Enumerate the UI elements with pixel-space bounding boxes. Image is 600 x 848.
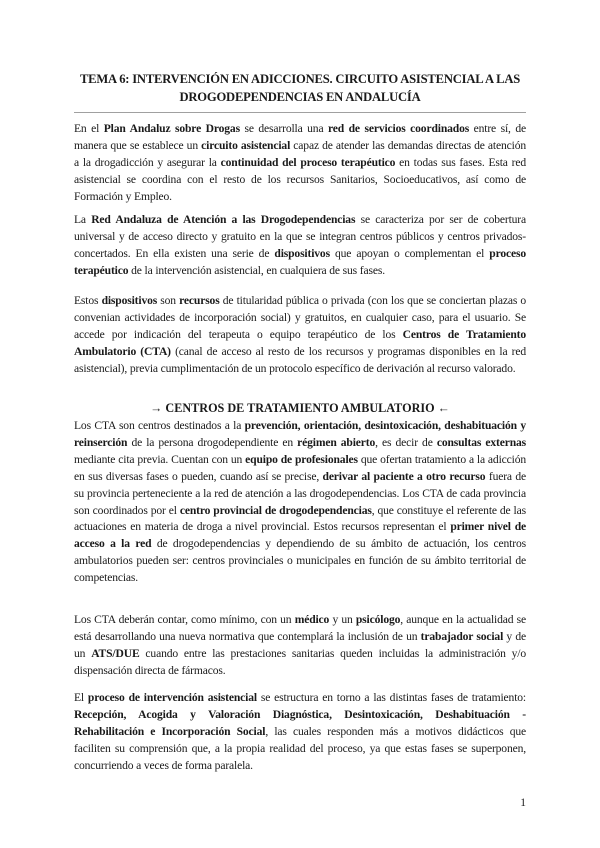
text-run: , aunque en la actualidad se está desarrollando una nueva normativa que contemplará la inclusión de un	[74, 613, 527, 643]
text-run: que apoyan o complementan el	[329, 246, 490, 260]
bold-text-run: equipo de profesionales	[245, 452, 358, 466]
text-run: de la persona drogodependiente en	[127, 435, 298, 449]
bold-text-run: consultas externas	[436, 435, 527, 449]
bold-text-run: Recepción, Acogida y Valoración Diagnóstica, Desintoxicación, Deshabituación - Rehabilitación e Incorporación Social	[74, 707, 526, 738]
text-run: son	[157, 294, 180, 307]
text-run: de drogodependencias y dependiendo de su ámbito de actuación, los centros ambulatorios pueden ser: centros provinciales o municipales en función de su ámbito territorial de competencias.	[74, 537, 526, 585]
bold-text-run: derivar al paciente a otro recurso	[322, 469, 486, 483]
title-line-2: DROGODEPENDENCIAS EN ANDALUCÍA	[179, 90, 421, 104]
bold-text-run: régimen abierto	[297, 435, 376, 449]
text-run: , las cuales responden más a motivos didácticos que faciliten su comprensión que, a la propia realidad del proceso, ya que estas fases se superponen, concurriendo a veces de forma paralela.	[74, 724, 526, 772]
title-line-1: TEMA 6: INTERVENCIÓN EN ADICCIONES. CIRCUITO ASISTENCIAL A LAS	[79, 72, 521, 86]
text-run: La	[74, 213, 92, 226]
text-run: de titularidad pública o privada (con los que se conciertan plazas o convenian actividades de incorporación social) y gratuitos, en cualquier caso, para el usuario. Se accede por indicación del terapeuta o equipo terapéutico de los	[74, 294, 527, 341]
bold-text-run: trabajador social	[420, 629, 504, 643]
paragraph-dispositivos	[74, 293, 526, 378]
section-heading-cta: → CENTROS DE TRATAMIENTO AMBULATORIO ←	[150, 401, 450, 415]
bold-text-run: centro provincial de drogodependencias	[179, 503, 372, 517]
bold-text-run: ATS/DUE	[91, 646, 140, 660]
bold-text-run: red de servicios coordinados	[328, 122, 470, 135]
text-run: se estructura en torno a las distintas fases de tratamiento:	[256, 691, 526, 704]
text-run: fuera de su provincia perteneciente a la red de atención a las drogodependencias. Los CTA de cada provincia son coordinados por el	[74, 469, 527, 517]
bold-text-run: Red Andaluza de Atención a las Drogodependencias	[91, 213, 356, 226]
text-run: de la intervención asistencial, en cualquiera de sus fases.	[128, 263, 385, 277]
text-run: se desarrolla una	[239, 122, 328, 135]
text-run: Los CTA deberán contar, como mínimo, con un	[74, 613, 295, 626]
text-run: , que constituye el referente de las actuaciones en materia de droga a nivel provincial. Estos recursos representan el	[74, 503, 526, 534]
text-run: y de un	[74, 629, 526, 660]
paragraph-cta-personal	[74, 612, 526, 680]
text-run: mediante cita previa. Cuentan con un	[74, 452, 246, 466]
text-run: capaz de atender las demandas directas de atención a la drogadicción y asegurar la	[74, 138, 526, 169]
bold-text-run: proceso de intervención asistencial	[87, 691, 257, 704]
text-run: se caracteriza por ser de cobertura universal y de acceso directo y gratuito en la que se integran centros públicos y centros privados-concertados. En ella existen una serie de	[74, 213, 526, 260]
document-title	[74, 70, 526, 106]
paragraph-cta-definicion	[74, 418, 526, 587]
page-number: 1	[520, 797, 526, 809]
text-run: , es decir de	[375, 435, 437, 449]
paragraph-red-andaluza	[74, 212, 526, 280]
bold-text-run: Plan Andaluz sobre Drogas	[103, 122, 240, 135]
paragraph-plan-andaluz	[74, 121, 526, 206]
title-divider	[74, 112, 526, 113]
bold-text-run: médico	[294, 613, 330, 626]
bold-text-run: continuidad del proceso terapéutico	[220, 155, 396, 169]
text-run: En el	[74, 122, 104, 135]
bold-text-run: primer nivel de acceso a la red	[74, 520, 526, 551]
bold-text-run: psicólogo	[355, 613, 401, 626]
bold-text-run: prevención, orientación, desintoxicación, deshabituación y reinserción	[74, 419, 526, 449]
text-run: Los CTA son centros destinados a la	[74, 419, 245, 432]
paragraph-proceso-intervencion	[74, 690, 526, 775]
text-run: en todas sus fases. Esta red asistencial se coordina con el resto de los recursos Sanitarios, Socioeducativos, así como de Formación y Empleo.	[74, 155, 526, 203]
text-run: entre sí, de manera que se establece un	[74, 122, 526, 152]
text-run: (canal de acceso al resto de los recursos y programas disponibles en la red asistencial), previa cumplimentación de un protocolo específico de derivación al recurso valorado.	[74, 344, 526, 375]
text-run: El	[74, 691, 88, 704]
text-run: que ofertan tratamiento a la adicción en sus diversas fases o pueden, cuando así se precise,	[74, 452, 526, 483]
text-run: Estos	[74, 294, 102, 307]
bold-text-run: recursos	[179, 294, 220, 307]
bold-text-run: Centros de Tratamiento Ambulatorio (CTA)	[74, 327, 526, 358]
bold-text-run: dispositivos	[274, 246, 330, 260]
bold-text-run: circuito asistencial	[201, 138, 291, 152]
text-run: y un	[329, 613, 356, 626]
text-run: cuando entre las prestaciones sanitarias queden incluidas la administración y/o dispensación directa de fármacos.	[74, 646, 526, 677]
bold-text-run: dispositivos	[101, 294, 158, 307]
bold-text-run: proceso terapéutico	[74, 246, 526, 277]
